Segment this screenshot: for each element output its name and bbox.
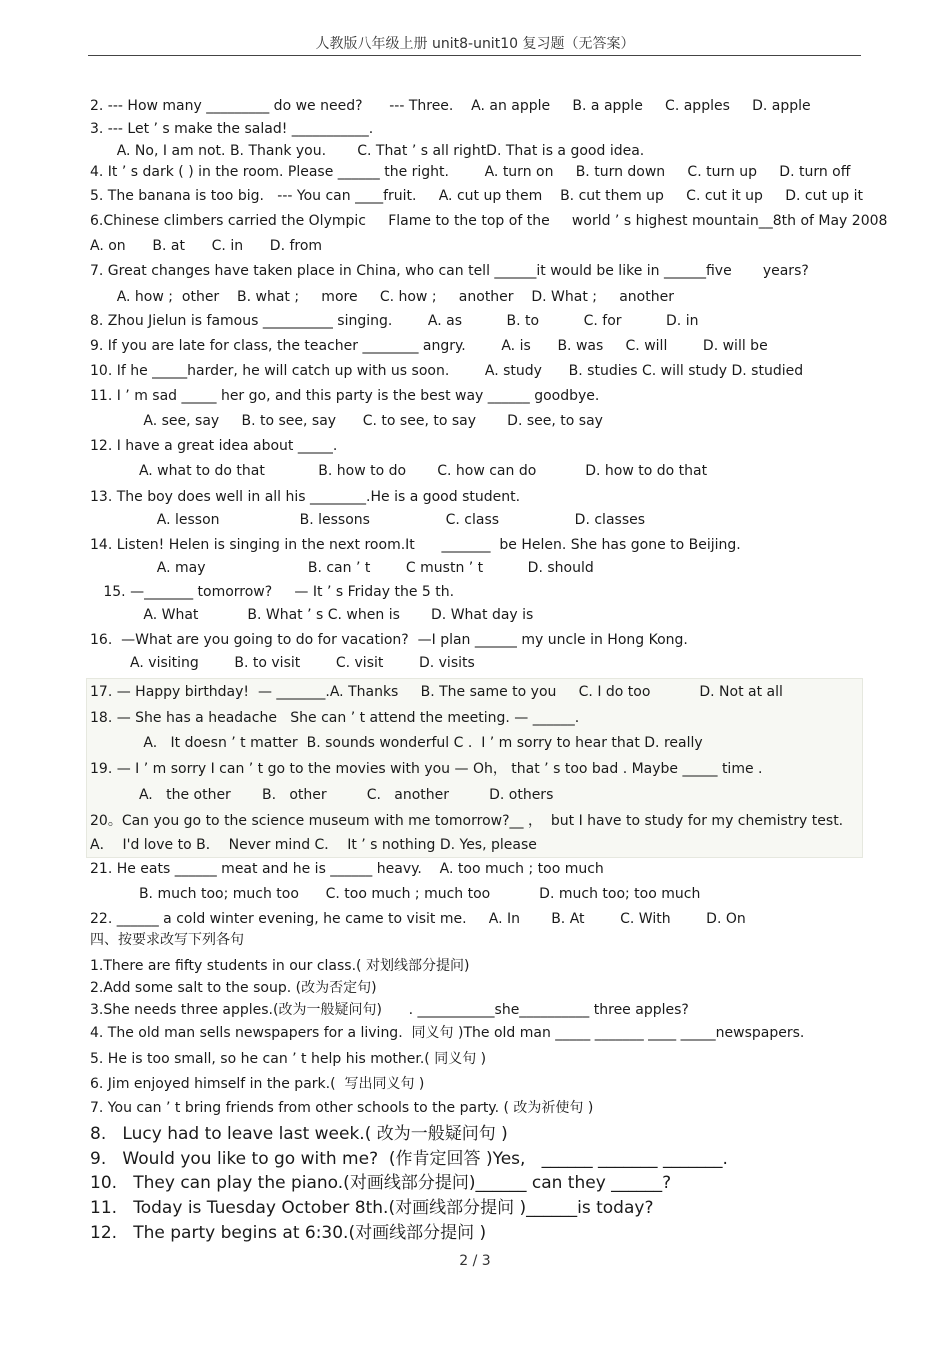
text-line: 11. I ’ m sad _____ her go, and this party is the best way ______ goodbye. (90, 388, 600, 404)
text-line: A. what to do that B. how to do C. how can do D. how to do that (90, 463, 708, 479)
text-line: 18. — She has a headache She can ’ t attend the meeting. — ______. (90, 710, 580, 726)
text-line: 1.There are fifty students in our class.( 对划线部分提问) (90, 958, 470, 974)
text-line: A. the other B. other C. another D. others (90, 787, 554, 803)
text-line: 4. The old man sells newspapers for a living. 同义句 )The old man _____ _______ ____ _____newspapers. (90, 1025, 805, 1041)
page-header: 人教版八年级上册 unit8-unit10 复习题（无答案） (315, 36, 635, 52)
text-line: 15. —_______ tomorrow? — It ’ s Friday the 5 th. (90, 584, 455, 600)
text-line: A. No, I am not. B. Thank you. C. That ’ s all rightD. That is a good idea. (90, 143, 645, 159)
text-line: A. how ; other B. what ; more C. how ; another D. What ; another (90, 289, 674, 305)
text-line: 8. Zhou Jielun is famous __________ singing. A. as B. to C. for D. in (90, 313, 699, 329)
text-line: 3. --- Let ’ s make the salad! ___________. (90, 121, 374, 137)
text-line: A. see, say B. to see, say C. to see, to say D. see, to say (90, 413, 603, 429)
text-line: 8. Lucy had to leave last week.( 改为一般疑问句 ) (90, 1124, 508, 1144)
text-line: 14. Listen! Helen is singing in the next room.It _______ be Helen. She has gone to Beijing. (90, 537, 741, 553)
text-line: 19. — I ’ m sorry I can ’ t go to the movies with you — Oh， that ’ s too bad . Maybe _____ time . (90, 761, 763, 777)
text-line: 16. —What are you going to do for vacation? —I plan ______ my uncle in Hong Kong. (90, 632, 688, 648)
text-line: 11. Today is Tuesday October 8th.(对画线部分提问 )______is today? (90, 1198, 654, 1218)
text-line: 10. They can play the piano.(对画线部分提问)______ can they ______? (90, 1173, 672, 1193)
text-line: 20。Can you go to the science museum with me tomorrow?__ ， but I have to study for my chemistry test. (90, 813, 844, 829)
text-line: A. What B. What ’ s C. when is D. What day is (90, 607, 534, 623)
text-line: 5. He is too small, so he can ’ t help his mother.( 同义句 ) (90, 1051, 487, 1067)
text-line: A． I'd love to B． Never mind C． It ’ s nothing D. Yes, please (90, 837, 537, 853)
text-line: 四、按要求改写下列各句 (90, 932, 244, 948)
text-line: 2. --- How many _________ do we need? --- Three. A. an apple B. a apple C. apples D. apple (90, 98, 811, 114)
text-line: A. visiting B. to visit C. visit D. visits (90, 655, 475, 671)
text-line: B. much too; much too C. too much ; much too D. much too; too much (90, 886, 701, 902)
text-line: A. on B. at C. in D. from (90, 238, 323, 254)
text-line: 7. You can ’ t bring friends from other schools to the party. ( 改为祈使句 ) (90, 1100, 594, 1116)
text-line: 7. Great changes have taken place in China, who can tell ______it would be like in ______five years? (90, 263, 809, 279)
text-line: 13. The boy does well in all his ________.He is a good student. (90, 489, 521, 505)
text-line: 9. If you are late for class, the teacher ________ angry. A. is B. was C. will D. will be (90, 338, 768, 354)
page-number: 2 / 3 (459, 1253, 491, 1269)
text-line: A. It doesn ’ t matter B. sounds wonderful C . I ’ m sorry to hear that D. really (90, 735, 703, 751)
text-line: 17. — Happy birthday! — _______.A. Thanks B. The same to you C. I do too D. Not at all (90, 684, 783, 700)
text-line: 10. If he _____harder, he will catch up with us soon. A. study B. studies C. will study D. studied (90, 363, 804, 379)
text-line: 12. I have a great idea about _____. (90, 438, 338, 454)
text-line: 9. Would you like to go with me? (作肯定回答 )Yes, ______ _______ _______. (90, 1149, 728, 1169)
text-line: A. lesson B. lessons C. class D. classes (90, 512, 646, 528)
text-line: 2.Add some salt to the soup. (改为否定句) (90, 980, 377, 996)
text-line: 21. He eats ______ meat and he is ______ heavy. A. too much ; too much (90, 861, 604, 877)
text-line: 3.She needs three apples.(改为一般疑问句) . ___________she__________ three apples? (90, 1002, 689, 1018)
text-line: 5. The banana is too big. --- You can ____fruit. A. cut up them B. cut them up C. cut it up D. cut up it (90, 188, 863, 204)
text-line: 22. ______ a cold winter evening, he came to visit me. A. In B. At C. With D. On (90, 911, 746, 927)
header-divider (88, 55, 861, 56)
text-line: A. may B. can ’ t C mustn ’ t D. should (90, 560, 594, 576)
text-line: 6. Jim enjoyed himself in the park.( 写出同义句 ) (90, 1076, 425, 1092)
text-line: 12. The party begins at 6:30.(对画线部分提问 ) (90, 1223, 487, 1243)
text-line: 4. It ’ s dark ( ) in the room. Please ______ the right. A. turn on B. turn down C. turn up D. turn off (90, 164, 851, 180)
text-line: 6.Chinese climbers carried the Olympic Flame to the top of the world ’ s highest mountain__8th of May 2008 (90, 213, 888, 229)
